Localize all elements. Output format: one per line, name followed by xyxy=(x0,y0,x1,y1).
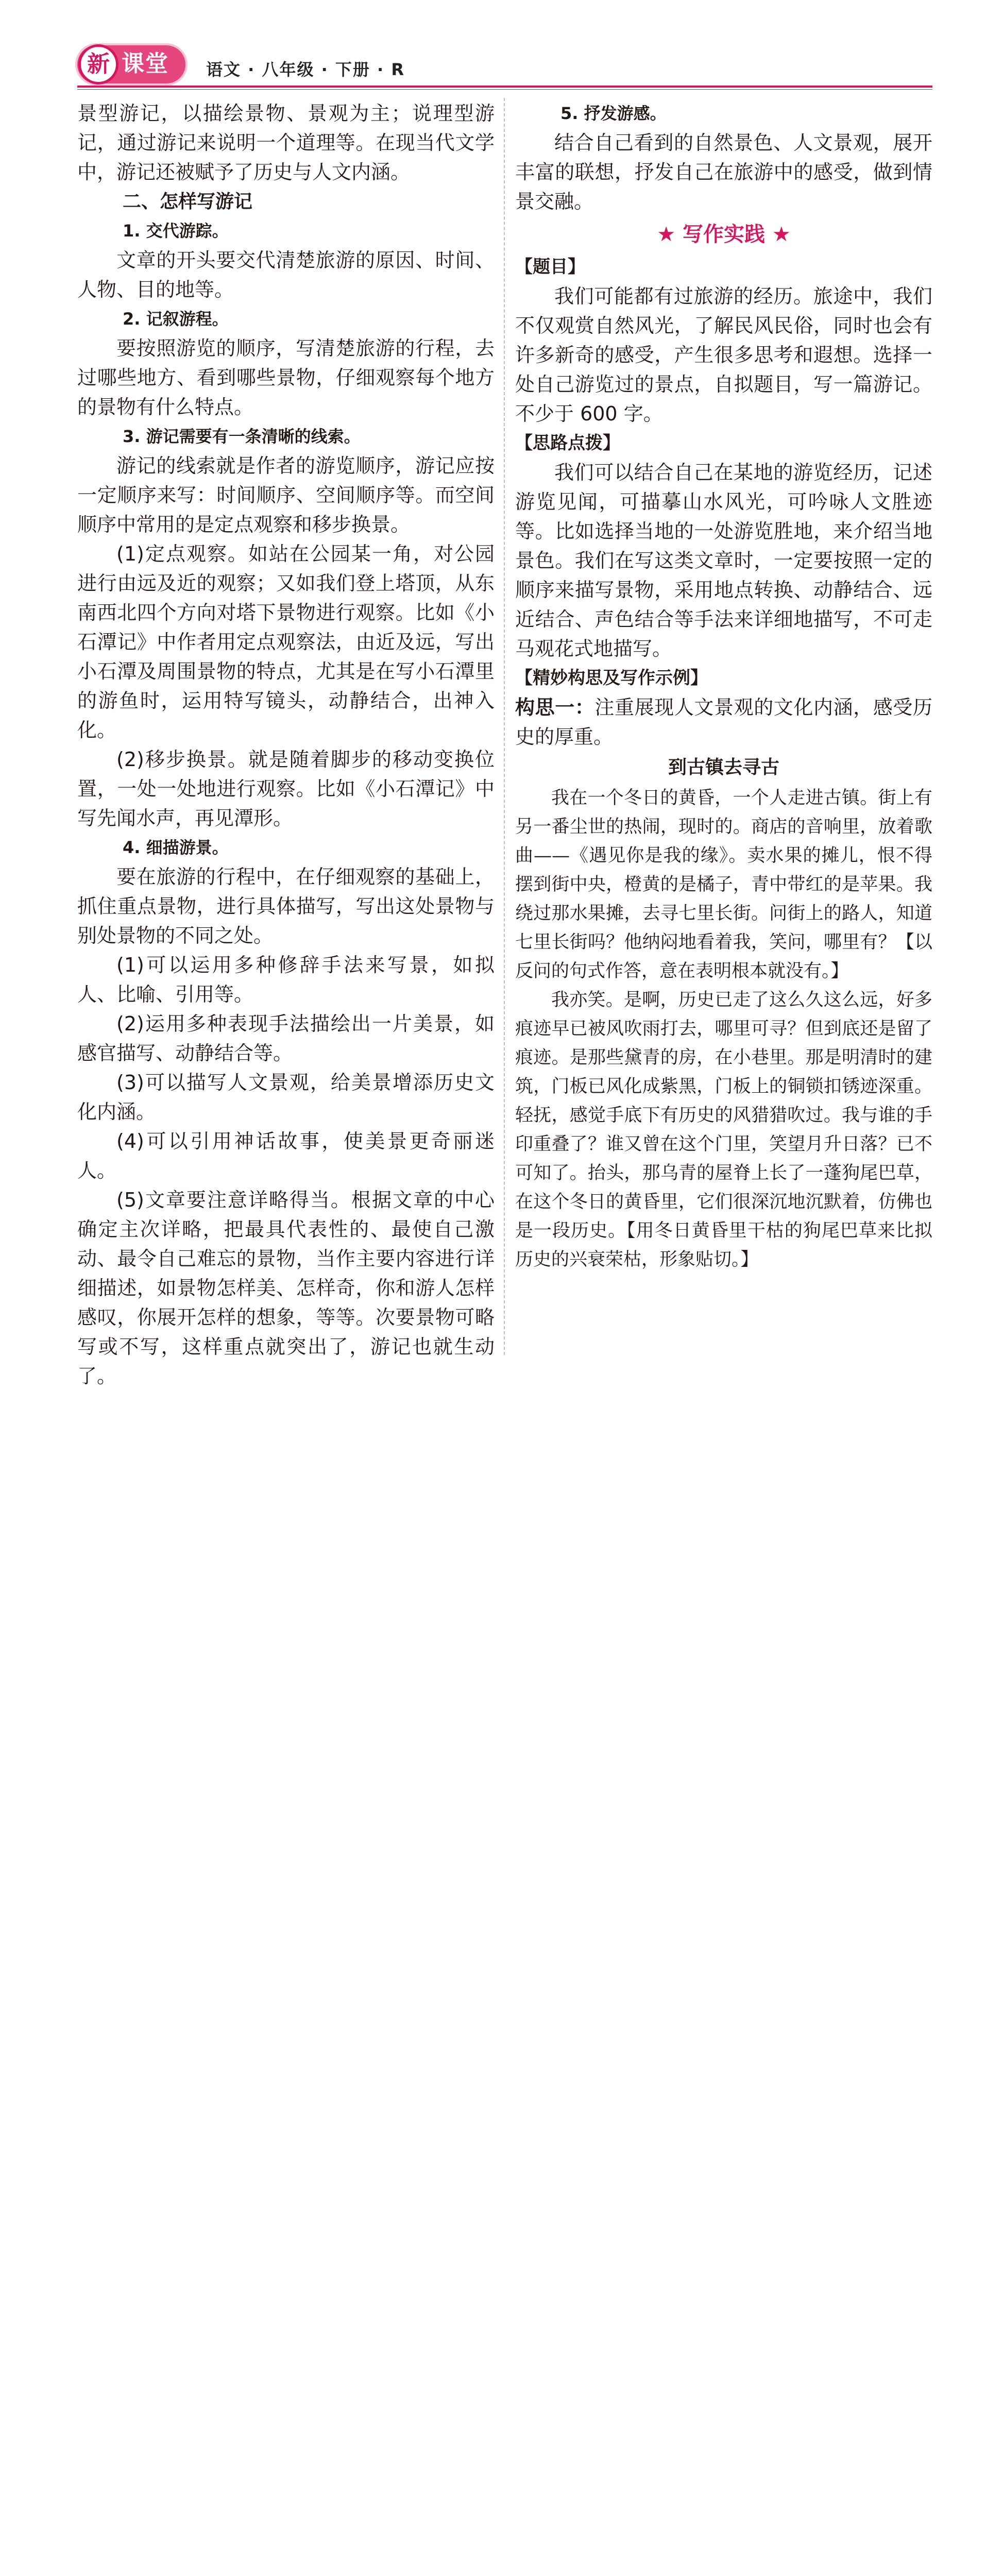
logo-char: 新 xyxy=(78,44,118,84)
topic-text: 我们可能都有过旅游的经历。旅途中，我们不仅观赏自然风光，了解民风民俗，同时也会有许多新奇的感受，产生很多思考和遐想。选择一处自己游览过的景点，自拟题目，写一篇游记。不少于 600 字。 xyxy=(515,285,932,425)
idea-label: 【思路点拨】 xyxy=(515,433,620,453)
paragraph: (4)可以引用神话故事，使美景更奇丽迷人。 xyxy=(77,1130,495,1182)
paragraph: 游记的线索就是作者的游览顺序，游记应按一定顺序来写：时间顺序、空间顺序等。而空间顺序中常用的是定点观察和移步换景。 xyxy=(77,454,495,536)
concept-text: 注重展现人文景观的文化内涵，感受历史的厚重。 xyxy=(515,696,932,748)
idea-text: 我们可以结合自己在某地的游览经历，记述游览见闻，可描摹山水风光，可吟咏人文胜迹等。比如选择当地的一处游览胜地，来介绍当地景色。我们在写这类文章时，一定要按照一定的顺序来描写景物，采用地点转换、动静结合、远近结合、声色结合等手法来详细地描写，不可走马观花式地描写。 xyxy=(515,461,932,660)
paragraph: 景型游记，以描绘景物、景观为主；说理型游记，通过游记来说明一个道理等。在现当代文学中，游记还被赋予了历史与人文内涵。 xyxy=(77,102,495,183)
left-column xyxy=(77,99,495,1391)
practice-heading: ★ 写作实践 ★ xyxy=(657,223,791,246)
right-column xyxy=(515,99,932,1274)
subject-label: 语文 · 八年级 · 下册 · R xyxy=(206,60,405,79)
essay-text: 我在一个冬日的黄昏，一个人走进古镇。街上有另一番尘世的热闹，现时的。商店的音响里，放着歌曲——《遇见你是我的缘》。卖水果的摊儿，恨不得摆到街中央，橙黄的是橘子，青中带红的是苹果。我绕过那水果摊，去寻七里长街。问街上的路人，知道七里长街吗？他纳闷地看着我，笑问，哪里有？ xyxy=(515,788,932,953)
sample-label: 【精妙构思及写作示例】 xyxy=(515,668,708,688)
topic-label: 【题目】 xyxy=(515,257,585,277)
paragraph: (2)移步换景。就是随着脚步的移动变换位置，一处一处地进行观察。比如《小石潭记》中写先闻水声，再见潭形。 xyxy=(77,748,495,829)
paragraph: (3)可以描写人文景观，给美景增添历史文化内涵。 xyxy=(77,1071,495,1123)
subheading: 2. 记叙游程。 xyxy=(123,309,229,329)
paragraph: (2)运用多种表现手法描绘出一片美景，如感官描写、动静结合等。 xyxy=(77,1012,495,1064)
column-divider xyxy=(504,98,505,1355)
paragraph: 文章的开头要交代清楚旅游的原因、时间、人物、目的地等。 xyxy=(77,249,495,301)
subheading: 5. 抒发游感。 xyxy=(560,104,667,123)
header-rule-thin xyxy=(77,89,932,90)
essay-title: 到古镇去寻古 xyxy=(668,757,779,778)
concept-label: 构思一： xyxy=(515,696,595,719)
essay-annotation: 【以反问的句式作答，意在表明根本就没有。】 xyxy=(515,932,932,981)
essay-paragraph xyxy=(515,986,932,1274)
paragraph: (1)定点观察。如站在公园某一角，对公园进行由远及近的观察；又如我们登上塔顶，从东南西北四个方向对塔下景物进行观察。比如《小石潭记》中作者用定点观察法，由近及远，写出小石潭及周围景物的特点，尤其是在写小石潭里的游鱼时，运用特写镜头，动静结合，出神入化。 xyxy=(77,543,495,741)
subheading: 4. 细描游景。 xyxy=(123,838,229,857)
subheading: 1. 交代游踪。 xyxy=(123,221,229,241)
essay-text: 我亦笑。是啊，历史已走了这么久这么远，好多痕迹早已被风吹雨打去，哪里可寻？但到底还是留了痕迹。是那些黛青的房，在小巷里。那是明清时的建筑，门板已风化成紫黑，门板上的铜锁扣锈迹深重。轻抚，感觉手底下有历史的风猎猎吹过。我与谁的手印重叠了？谁又曾在这个门里，笑望月升日落？已不可知了。抬头，那乌青的屋脊上长了一蓬狗尾巴草，在这个冬日的黄昏里，它们很深沉地沉默着，仿佛也是一段历史。 xyxy=(515,990,932,1241)
paragraph: 要按照游览的顺序，写清楚旅游的行程，去过哪些地方、看到哪些景物，仔细观察每个地方的景物有什么特点。 xyxy=(77,337,495,418)
page-header xyxy=(0,0,1003,93)
section-heading: 二、怎样写游记 xyxy=(123,191,253,212)
subheading: 3. 游记需要有一条清晰的线索。 xyxy=(123,427,361,446)
paragraph: 结合自己看到的自然景色、人文景观，展开丰富的联想，抒发自己在旅游中的感受，做到情景交融。 xyxy=(515,131,932,213)
logo-text: 课堂 xyxy=(122,50,169,77)
paragraph: (5)文章要注意详略得当。根据文章的中心确定主次详略，把最具代表性的、最使自己激动、最令自己难忘的景物，当作主要内容进行详细描述，如景物怎样美、怎样奇，你和游人怎样感叹，你展开怎样的想象，等等。次要景物可略写或不写，这样重点就突出了，游记也就生动了。 xyxy=(77,1189,495,1387)
essay-paragraph xyxy=(515,784,932,986)
paragraph: 要在旅游的行程中，在仔细观察的基础上，抓住重点景物，进行具体描写，写出这处景物与别处景物的不同之处。 xyxy=(77,866,495,947)
page-footer xyxy=(0,1360,1003,1391)
paragraph: (1)可以运用多种修辞手法来写景，如拟人、比喻、引用等。 xyxy=(77,954,495,1006)
header-rule xyxy=(77,86,932,88)
concept-paragraph xyxy=(515,693,932,752)
essay-annotation: 【用冬日黄昏里干枯的狗尾巴草来比拟历史的兴衰荣枯，形象贴切。】 xyxy=(515,1221,932,1270)
